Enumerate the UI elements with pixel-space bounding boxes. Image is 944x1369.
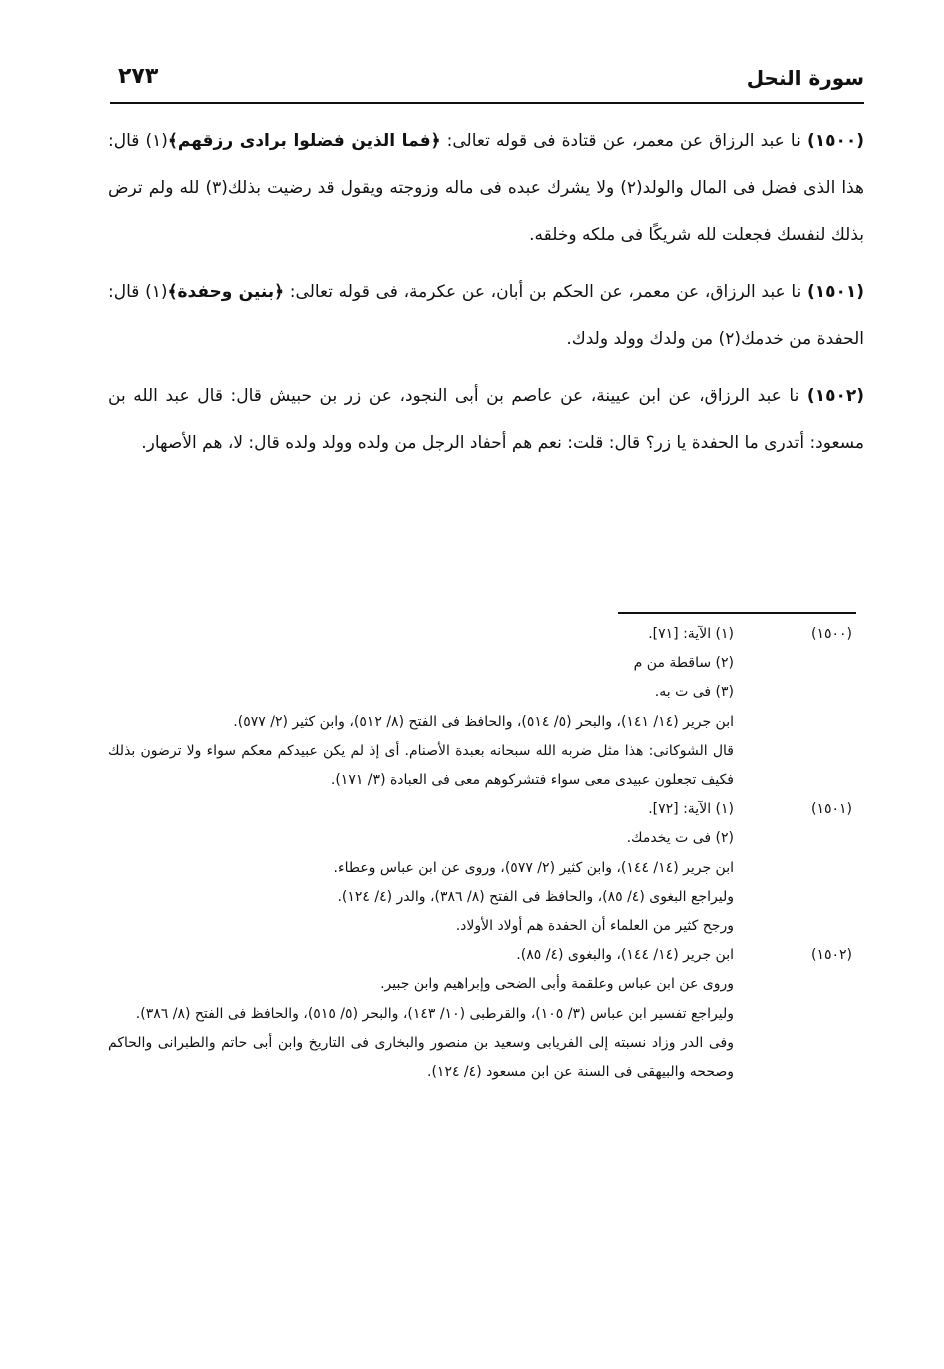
surah-title: سورة النحل [746, 66, 864, 90]
narration-text: (١) قال: الحفدة من خدمك(٢) من ولدك وولد ولدك. [108, 282, 864, 349]
footnote-line [108, 854, 852, 883]
footnote-separator [618, 612, 856, 614]
quran-quote: ﴿بنين وحفدة﴾ [167, 282, 285, 302]
footnote-line [108, 678, 852, 707]
footnote-line [108, 1029, 852, 1087]
narration-number: (١٥٠١) [806, 282, 865, 302]
narration-text: (١) قال: هذا الذى فضل فى المال والولد(٢) ولا يشرك عبده فى ماله وزوجته ويقول قد رضيت بذلك(٣) لله ولم ترض بذلك لنفسك فجعلت لله شريكًا فى ملكه وخلقه. [108, 131, 864, 245]
footnote-line [108, 708, 852, 737]
footnote-line [108, 941, 852, 970]
narration-number: (١٥٠٠) [806, 131, 865, 151]
footnote-line [108, 912, 852, 941]
page-header [110, 62, 864, 104]
footnote-text: (١) الآية: [٧٢]. [648, 801, 734, 818]
footnote-text: (١) الآية: [٧١]. [648, 626, 734, 642]
footnote-text: ابن جرير (١٤/ ١٤٤)، وابن كثير (٢/ ٥٧٧)، وروى عن ابن عباس وعطاء. [333, 859, 734, 876]
narration-1500 [108, 118, 864, 259]
footnote-text: (٣) فى ت به. [654, 684, 734, 701]
footnote-ref: (١٥٠١) [810, 801, 852, 818]
footnote-text: وروى عن ابن عباس وعلقمة وأبى الضحى وإبراهيم وابن جبير. [380, 976, 734, 993]
footnote-ref: (١٥٠٠) [810, 626, 852, 642]
footnote-line [108, 970, 852, 999]
footnote-line [108, 620, 852, 649]
narration-text: نا عبد الرزاق، عن ابن عيينة، عن عاصم بن أبى النجود، عن زر بن حبيش قال: قال عبد الله بن مسعود: أتدرى ما الحفدة يا زر؟ قال: قلت: نعم هم أحفاد الرجل من ولده وولد ولده قال: لا، هم الأصهار. [108, 386, 864, 453]
narration-text: نا عبد الرزاق عن معمر، عن قتادة فى قوله تعالى: [440, 131, 807, 151]
footnote-line [108, 1000, 852, 1029]
footnote-text: ورجح كثير من العلماء أن الحفدة هم أولاد الأولاد. [455, 918, 734, 935]
footnote-line [108, 824, 852, 853]
narration-1502 [108, 373, 864, 467]
page-number: ٢٧٣ [118, 64, 159, 89]
narration-text: نا عبد الرزاق، عن معمر، عن الحكم بن أبان، عن عكرمة، فى قوله تعالى: [284, 282, 807, 302]
narration-1501 [108, 269, 864, 363]
footnotes [108, 620, 852, 1087]
footnote-text: (٢) فى ت يخدمك. [626, 830, 734, 847]
footnote-line [108, 737, 852, 795]
footnote-text: ابن جرير (١٤/ ١٤١)، والبحر (٥/ ٥١٤)، والحافظ فى الفتح (٨/ ٥١٢)، وابن كثير (٢/ ٥٧٧). [233, 713, 734, 730]
footnote-line [108, 649, 852, 678]
footnote-text: وفى الدر وزاد نسبته إلى الفريابى وسعيد بن منصور والبخارى فى التاريخ وابن أبى حاتم والطبرانى والحاكم وصححه والبيهقى فى السنة عن ابن مسعود (٤/ ١٢٤). [108, 1034, 734, 1081]
footnote-text: وليراجع البغوى (٤/ ٨٥)، والحافظ فى الفتح (٨/ ٣٨٦)، والدر (٤/ ١٢٤). [337, 888, 734, 905]
main-text [108, 118, 864, 477]
footnote-text: ابن جرير (١٤/ ١٤٤)، والبغوى (٤/ ٨٥). [516, 947, 734, 964]
footnote-text: وليراجع تفسير ابن عباس (٣/ ١٠٥)، والقرطبى (١٠/ ١٤٣)، والبحر (٥/ ٥١٥)، والحافظ فى الفتح (٨/ ٣٨٦). [135, 1005, 734, 1022]
footnote-text: قال الشوكانى: هذا مثل ضربه الله سبحانه بعبدة الأصنام. أى إذ لم يكن عبيدكم معكم سواء ولا ترضون بذلك فكيف تجعلون عبيدى معى سواء فتشركوهم معى فى العبادة (٣/ ١٧١). [108, 742, 734, 789]
footnote-line [108, 883, 852, 912]
footnote-ref: (١٥٠٢) [810, 947, 852, 964]
footnote-text: (٢) ساقطة من م [633, 655, 734, 672]
narration-number: (١٥٠٢) [806, 386, 864, 406]
footnote-line [108, 795, 852, 824]
quran-quote: ﴿فما الذين فضلوا برادى رزقهم﴾ [167, 131, 441, 151]
